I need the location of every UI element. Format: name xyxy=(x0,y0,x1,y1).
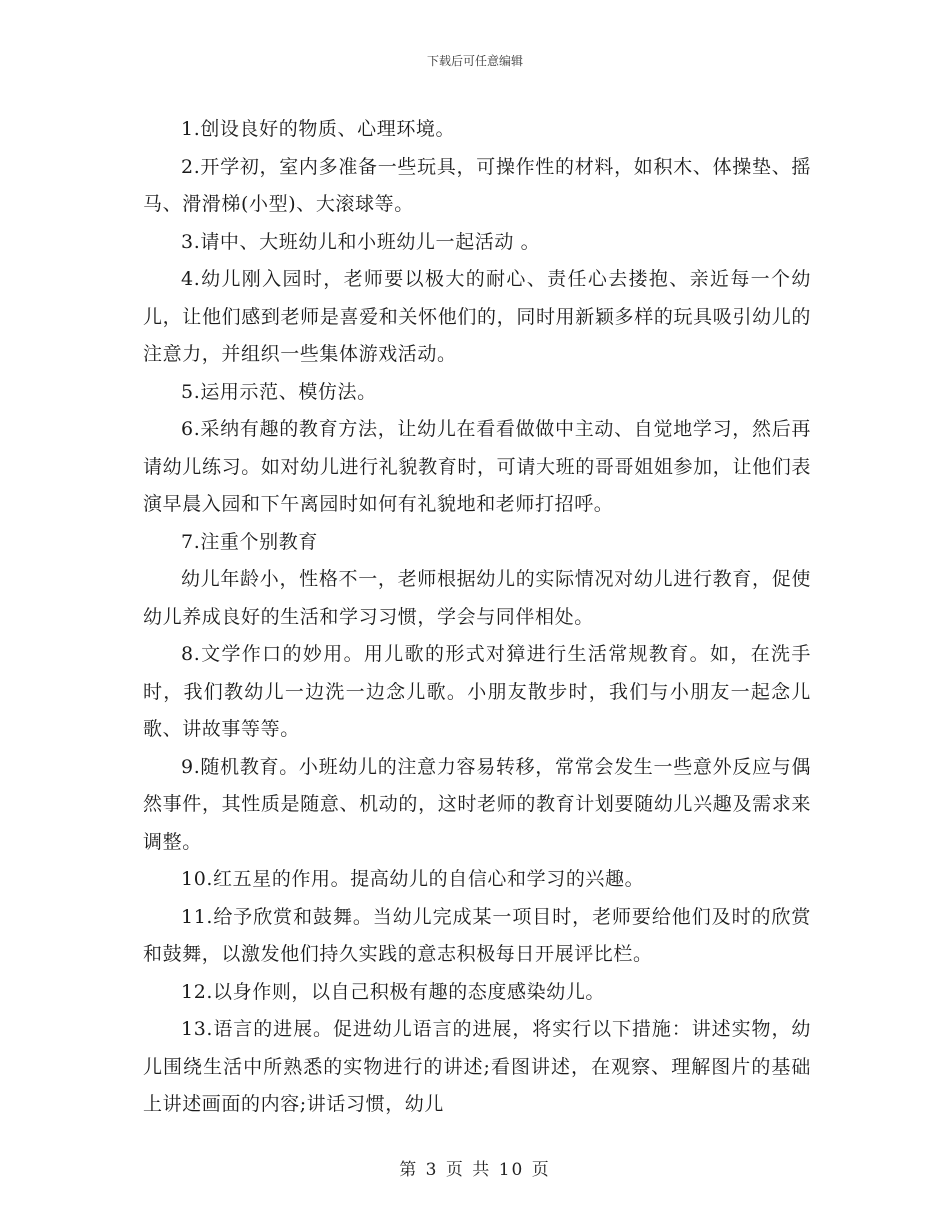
paragraph-13: 13.语言的进展。促进幼儿语言的进展，将实行以下措施：讲述实物，幼儿围绕生活中所熟悉的实物进行的讲述;看图讲述，在观察、理解图片的基础上讲述画面的内容;讲话习惯，幼儿 xyxy=(143,1018,811,1115)
paragraph-6: 6.采纳有趣的教育方法，让幼儿在看看做做中主动、自觉地学习，然后再请幼儿练习。如对幼儿进行礼貌教育时，可请大班的哥哥姐姐参加，让他们表演早晨入园和下午离园时如何有礼貌地和老师打招呼。 xyxy=(143,418,811,515)
paragraph-7: 7.注重个别教育 xyxy=(181,530,318,553)
paragraph-10: 10.红五星的作用。提高幼儿的自信心和学习的兴趣。 xyxy=(181,868,645,890)
paragraph-5: 5.运用示范、模仿法。 xyxy=(181,380,377,403)
document-body xyxy=(143,111,811,1124)
paragraph-8: 8.文学作口的妙用。用儿歌的形式对獐进行生活常规教育。如，在洗手时，我们教幼儿一边洗一边念儿歌。小朋友散步时，我们与小朋友一起念儿歌、讲故事等等。 xyxy=(143,643,811,740)
paragraph-12: 12.以身作则，以自己积极有趣的态度感染幼儿。 xyxy=(181,980,606,1003)
paragraph-1: 1.创设良好的物质、心理环境。 xyxy=(181,118,456,140)
paragraph-3: 3.请中、大班幼儿和小班幼儿一起活动 。 xyxy=(181,230,541,253)
paragraph-4: 4.幼儿刚入园时，老师要以极大的耐心、责任心去搂抱、亲近每一个幼儿，让他们感到老师是喜爱和关怀他们的，同时用新颖多样的玩具吸引幼儿的注意力，并组织一些集体游戏活动。 xyxy=(143,268,811,365)
page-footer: 第 3 页 共 10 页 xyxy=(399,1160,551,1180)
paragraph-9: 9.随机教育。小班幼儿的注意力容易转移，常常会发生一些意外反应与偶然事件，其性质是随意、机动的，这时老师的教育计划要随幼儿兴趣及需求来调整。 xyxy=(143,755,811,853)
page-header: 下载后可任意编辑 xyxy=(426,54,523,68)
paragraph-2: 2.开学初，室内多准备一些玩具，可操作性的材料，如积木、体操垫、摇马、滑滑梯(小型)、大滚球等。 xyxy=(143,155,811,215)
paragraph-11: 11.给予欣赏和鼓舞。当幼儿完成某一项目时，老师要给他们及时的欣赏和鼓舞，以激发他们持久实践的意志积极每日开展评比栏。 xyxy=(143,905,811,965)
paragraph-7-body: 幼儿年龄小，性格不一，老师根据幼儿的实际情况对幼儿进行教育，促使幼儿养成良好的生活和学习习惯，学会与同伴相处。 xyxy=(143,568,811,628)
